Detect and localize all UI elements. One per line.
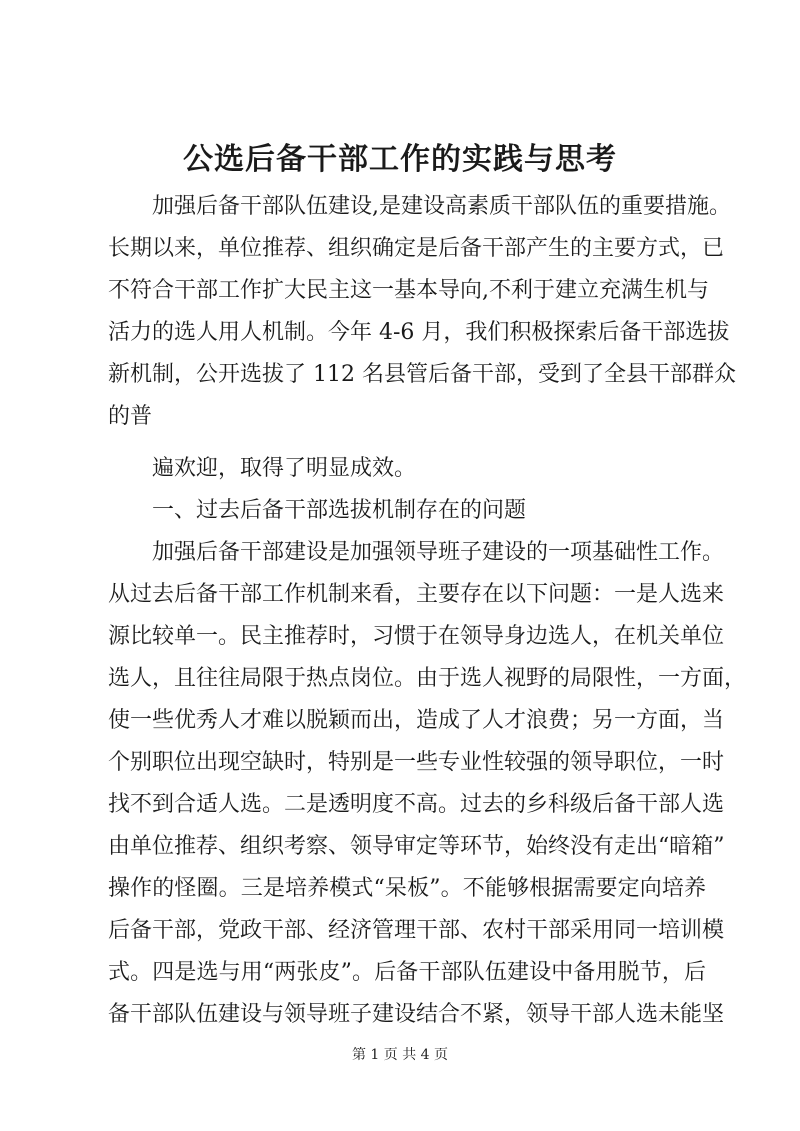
- text-line: 式。四是选与用“两张皮”。后备干部队伍建设中备用脱节，后: [108, 960, 706, 985]
- paragraph-problems: [108, 532, 747, 1036]
- paragraph-continuation: [108, 448, 706, 490]
- text-line: 个别职位出现空缺时，特别是一些专业性较强的领导职位，一时: [108, 750, 725, 775]
- section-heading: [108, 490, 706, 532]
- text-line: 后备干部，党政干部、经济管理干部、农村干部采用同一培训模: [108, 918, 725, 943]
- text-line: 一、过去后备干部选拔机制存在的问题: [152, 498, 527, 523]
- text-line: 长期以来，单位推荐、组织确定是后备干部产生的主要方式，已: [108, 236, 725, 261]
- text-line: 操作的怪圈。三是培养模式“呆板”。不能够根据需要定向培养: [108, 876, 706, 901]
- text-line: 不符合干部工作扩大民主这一基本导向,不利于建立充满生机与: [108, 278, 709, 303]
- text-line: 活力的选人用人机制。今年 4-6 月，我们积极探索后备干部选拔: [108, 320, 730, 345]
- text-line: 的普: [108, 404, 153, 429]
- text-line: 由单位推荐、组织考察、领导审定等环节，始终没有走出“暗箱”: [108, 834, 725, 859]
- text-line: 加强后备干部队伍建设,是建设高素质干部队伍的重要措施。: [152, 194, 731, 219]
- text-line: 加强后备干部建设是加强领导班子建设的一项基础性工作。: [152, 540, 725, 565]
- page-footer: 第 1 页 共 4 页: [351, 1047, 449, 1063]
- text-line: 备干部队伍建设与领导班子建设结合不紧，领导干部人选未能坚: [108, 1002, 725, 1027]
- text-line: 找不到合适人选。二是透明度不高。过去的乡科级后备干部人选: [108, 792, 725, 817]
- text-line: 选人，且往往局限于热点岗位。由于选人视野的局限性，一方面，: [108, 666, 747, 691]
- text-line: 新机制，公开选拔了 112 名县管后备干部，受到了全县干部群众: [108, 362, 736, 387]
- document-body: [108, 186, 747, 1036]
- paragraph-intro: [108, 186, 736, 438]
- text-line: 从过去后备干部工作机制来看，主要存在以下问题：一是人选来: [108, 582, 725, 607]
- text-line: 使一些优秀人才难以脱颖而出，造成了人才浪费；另一方面，当: [108, 708, 725, 733]
- document-title: 公选后备干部工作的实践与思考: [183, 142, 617, 177]
- text-line: 源比较单一。民主推荐时，习惯于在领导身边选人，在机关单位: [108, 624, 725, 649]
- text-line: 遍欢迎，取得了明显成效。: [152, 456, 417, 481]
